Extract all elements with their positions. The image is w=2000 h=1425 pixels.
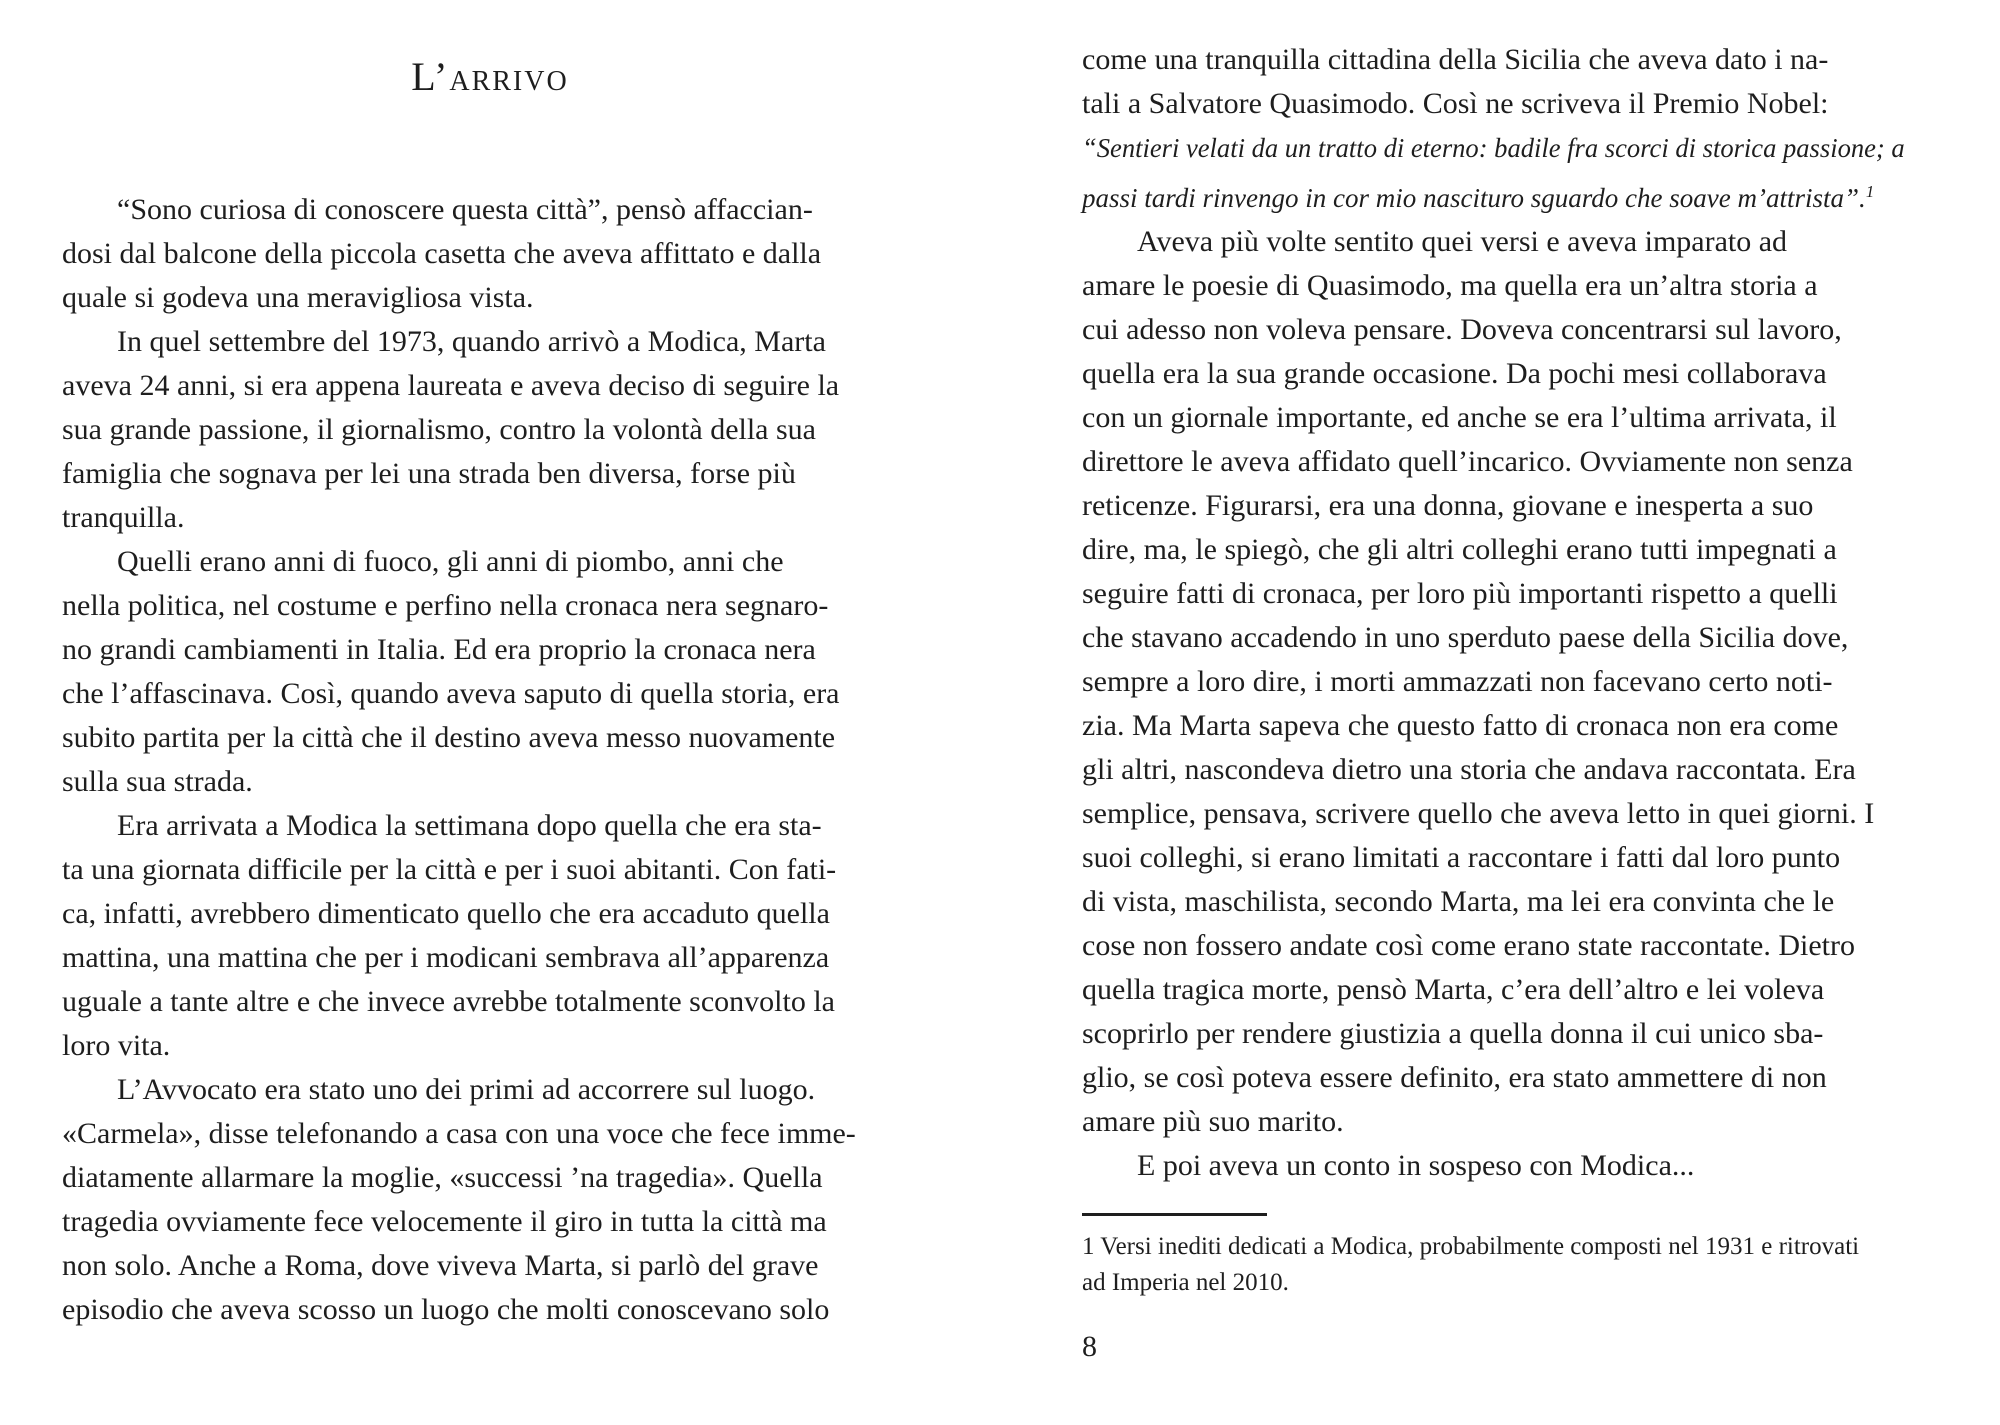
text-line: quale si godeva una meravigliosa vista. [62,281,534,314]
text-line: In quel settembre del 1973, quando arrivò a Modica, Marta [117,325,826,358]
text-line: «Carmela», disse telefonando a casa con una voce che fece imme- [62,1117,856,1150]
text-line: ad Imperia nel 2010. [1082,1269,1289,1296]
footnote-rule [1082,1213,1267,1216]
text-line: suoi colleghi, si erano limitati a raccontare i fatti dal loro punto [1082,841,1841,874]
paragraph [62,188,918,320]
text-line: dosi dal balcone della piccola casetta che aveva affittato e dalla [62,237,822,270]
right-page-body [1082,38,1905,1188]
text-line: loro vita. [62,1029,171,1062]
text-line: mattina, una mattina che per i modicani sembrava all’apparenza [62,941,830,974]
text-line: “Sono curiosa di conoscere questa città”, pensò affaccian- [117,193,813,226]
text-line: subito partita per la città che il destino aveva messo nuovamente [62,721,836,754]
text-line: glio, se così poteva essere definito, era stato ammettere di non [1082,1061,1827,1094]
text-line: 1 Versi inediti dedicati a Modica, probabilmente composti nel 1931 e ritrovati [1082,1233,1860,1260]
text-line: che l’affascinava. Così, quando aveva saputo di quella storia, era [62,677,840,710]
text-line: di vista, maschilista, secondo Marta, ma lei era convinta che le [1082,885,1835,918]
text-line: quella era la sua grande occasione. Da pochi mesi collaborava [1082,357,1827,390]
text-line: diatamente allarmare la moglie, «successi ’na tragedia». Quella [62,1161,823,1194]
text-line: non solo. Anche a Roma, dove viveva Marta, si parlò del grave [62,1249,819,1282]
text-line: reticenze. Figurarsi, era una donna, giovane e inesperta a suo [1082,489,1814,522]
quote-line: “Sentieri velati da un tratto di eterno: badile fra scorci di storica passione; a [1082,133,1905,163]
text-line: L’Avvocato era stato uno dei primi ad accorrere sul luogo. [117,1073,816,1106]
text-line: amare le poesie di Quasimodo, ma quella era un’altra storia a [1082,269,1818,302]
text-line: quella tragica morte, pensò Marta, c’era dell’altro e lei voleva [1082,973,1825,1006]
paragraph [1082,220,1905,1144]
text-line: sempre a loro dire, i morti ammazzati non facevano certo noti- [1082,665,1833,698]
paragraph [62,804,918,1068]
text-line: Era arrivata a Modica la settimana dopo quella che era sta- [117,809,822,842]
text-line: ca, infatti, avrebbero dimenticato quello che era accaduto quella [62,897,830,930]
page-left [62,55,918,1332]
text-line: tali a Salvatore Quasimodo. Così ne scriveva il Premio Nobel: [1082,87,1829,120]
text-line: amare più suo marito. [1082,1105,1344,1138]
text-line: aveva 24 anni, si era appena laureata e aveva deciso di seguire la [62,369,840,402]
text-line: direttore le aveva affidato quell’incarico. Ovviamente non senza [1082,445,1853,478]
text-line: tranquilla. [62,501,185,534]
text-line: uguale a tante altre e che invece avrebbe totalmente sconvolto la [62,985,835,1018]
paragraph [62,540,918,804]
paragraph [1082,1229,1905,1301]
text-line: no grandi cambiamenti in Italia. Ed era proprio la cronaca nera [62,633,816,666]
text-line: che stavano accadendo in uno sperduto paese della Sicilia dove, [1082,621,1849,654]
text-line: sulla sua strada. [62,765,253,798]
text-line: famiglia che sognava per lei una strada ben diversa, forse più [62,457,796,490]
text-line: sua grande passione, il giornalismo, contro la volontà della sua [62,413,816,446]
text-line: gli altri, nascondeva dietro una storia che andava raccontata. Era [1082,753,1856,786]
chapter-title: L’arrivo [411,54,569,99]
text-line: semplice, pensava, scrivere quello che aveva letto in quei giorni. I [1082,797,1875,830]
paragraph [62,320,918,540]
footnote [1082,1229,1905,1301]
poem-quote [1082,126,1905,220]
text-line: Quelli erano anni di fuoco, gli anni di piombo, anni che [117,545,784,578]
paragraph [62,1068,918,1332]
text-line: scoprirlo per rendere giustizia a quella donna il cui unico sba- [1082,1017,1824,1050]
quote-line: passi tardi rinvengo in cor mio nascituro sguardo che soave m’attrista”.$^1$ [1082,182,1875,213]
text-line: tragedia ovviamente fece velocemente il giro in tutta la città ma [62,1205,827,1238]
page-right [1082,38,1905,1367]
text-line: Aveva più volte sentito quei versi e aveva imparato ad [1137,225,1788,258]
paragraph [1082,38,1905,126]
text-line: seguire fatti di cronaca, per loro più importanti rispetto a quelli [1082,577,1838,610]
text-line: zia. Ma Marta sapeva che questo fatto di cronaca non era come [1082,709,1839,742]
text-line: E poi aveva un conto in sospeso con Modica... [1137,1149,1695,1182]
page-number: 8 [1082,1330,1097,1363]
text-line: cui adesso non voleva pensare. Doveva concentrarsi sul lavoro, [1082,313,1842,346]
text-line: nella politica, nel costume e perfino nella cronaca nera segnaro- [62,589,829,622]
text-line: come una tranquilla cittadina della Sicilia che aveva dato i na- [1082,43,1829,76]
text-line: con un giornale importante, ed anche se era l’ultima arrivata, il [1082,401,1837,434]
text-line: cose non fossero andate così come erano state raccontate. Dietro [1082,929,1855,962]
text-line: ta una giornata difficile per la città e per i suoi abitanti. Con fati- [62,853,837,886]
footnote-ref: 1 [1865,182,1875,201]
left-page-body [62,188,918,1332]
text-line: dire, ma, le spiegò, che gli altri colleghi erano tutti impegnati a [1082,533,1837,566]
text-line: episodio che aveva scosso un luogo che molti conoscevano solo [62,1293,830,1326]
paragraph [1082,1144,1905,1188]
